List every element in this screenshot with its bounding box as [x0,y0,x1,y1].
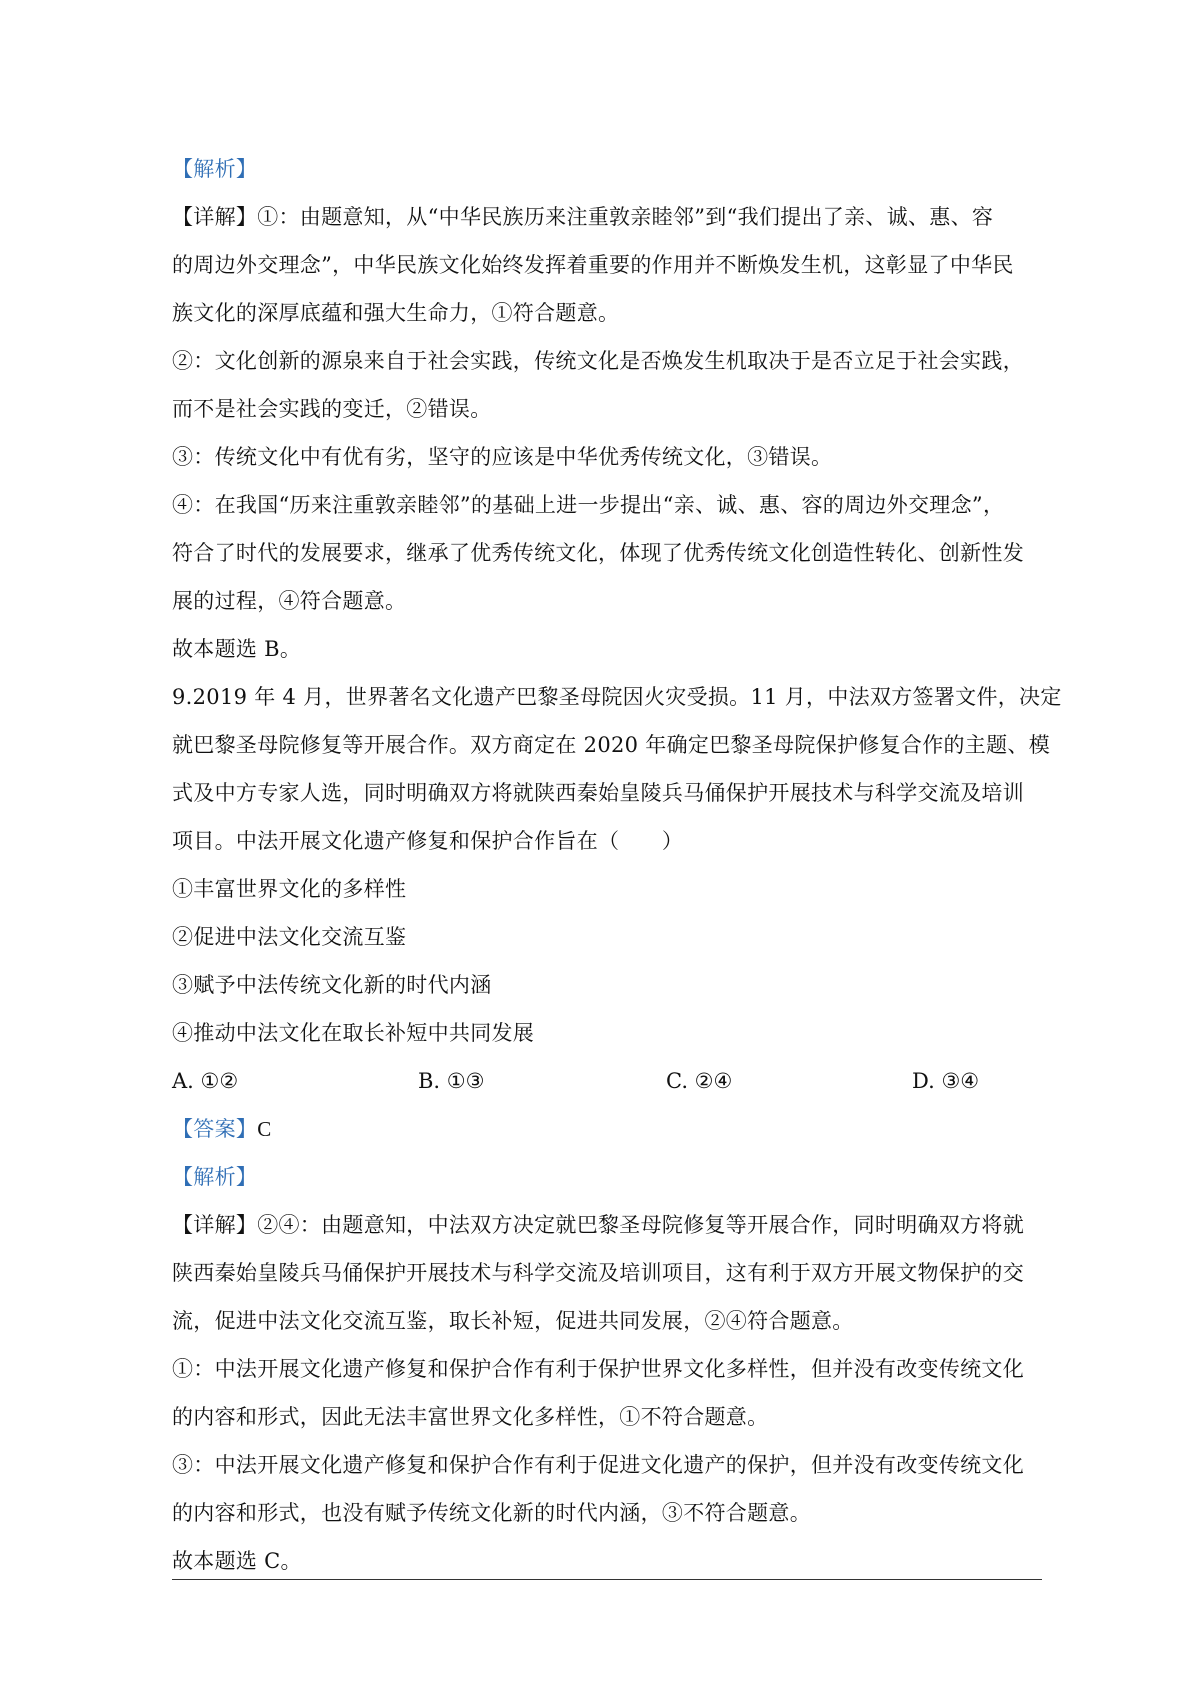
question-stem-line: 9.2019 年 4 月，世界著名文化遗产巴黎圣母院因火灾受损。11 月，中法双方签署文件，决定 [172,685,1062,709]
statement-item: ③赋予中法传统文化新的时代内涵 [172,973,492,997]
detail-paragraph-line: 的内容和形式，因此无法丰富世界文化多样性，①不符合题意。 [172,1405,769,1429]
conclusion-line: 故本题选 C。 [172,1549,302,1573]
detail-text: ①：由题意知，从“中华民族历来注重敦亲睦邻”到“我们提出了亲、诚、惠、容 [257,205,994,229]
footer-divider [172,1579,1042,1580]
detail-paragraph-line: ③：中法开展文化遗产修复和保护合作有利于促进文化遗产的保护，但并没有改变传统文化 [172,1453,1024,1477]
detail-paragraph-line: 族文化的深厚底蕴和强大生命力，①符合题意。 [172,301,620,325]
question-stem-line: 式及中方专家人选，同时明确双方将就陕西秦始皇陵兵马俑保护开展技术与科学交流及培训 [172,781,1024,805]
detail-paragraph-line [172,1210,1042,1240]
detail-paragraph-line: 的周边外交理念”，中华民族文化始终发挥着重要的作用并不断焕发生机，这彰显了中华民 [172,253,1014,277]
statement-item: ④推动中法文化在取长补短中共同发展 [172,1021,535,1045]
detail-tag: 【详解】 [172,1213,258,1237]
answer-tag: 【答案】 [172,1117,258,1141]
detail-text: ②④：由题意知，中法双方决定就巴黎圣母院修复等开展合作，同时明确双方将就 [257,1213,1024,1237]
option-c: C. ②④ [666,1069,733,1093]
detail-paragraph-line: 展的过程，④符合题意。 [172,589,407,613]
option-b: B. ①③ [418,1069,485,1093]
option-d: D. ③④ [912,1069,980,1093]
detail-paragraph-line: 的内容和形式，也没有赋予传统文化新的时代内涵，③不符合题意。 [172,1501,811,1525]
statement-item: ①丰富世界文化的多样性 [172,877,407,901]
statement-item: ②促进中法文化交流互鉴 [172,925,407,949]
detail-paragraph-line: ③：传统文化中有优有劣，坚守的应该是中华优秀传统文化，③错误。 [172,445,833,469]
detail-tag: 【详解】 [172,205,258,229]
answer-line [172,1114,1042,1144]
detail-paragraph-line: 而不是社会实践的变迁，②错误。 [172,397,492,421]
detail-paragraph-line: ②：文化创新的源泉来自于社会实践，传统文化是否焕发生机取决于是否立足于社会实践， [172,349,1024,373]
detail-paragraph-line [172,202,1042,232]
detail-paragraph-line: ①：中法开展文化遗产修复和保护合作有利于保护世界文化多样性，但并没有改变传统文化 [172,1357,1024,1381]
question-stem-line: 项目。中法开展文化遗产修复和保护合作旨在（ ） [172,829,684,853]
detail-paragraph-line: 流，促进中法文化交流互鉴，取长补短，促进共同发展，②④符合题意。 [172,1309,854,1333]
analysis-tag: 【解析】 [172,157,258,181]
option-a: A. ①② [172,1069,239,1093]
detail-paragraph-line: 陕西秦始皇陵兵马俑保护开展技术与科学交流及培训项目，这有利于双方开展文物保护的交 [172,1261,1024,1285]
answer-value: C [257,1117,272,1141]
question-stem-line: 就巴黎圣母院修复等开展合作。双方商定在 2020 年确定巴黎圣母院保护修复合作的主题、模 [172,733,1050,757]
conclusion-line: 故本题选 B。 [172,637,302,661]
detail-paragraph-line: ④：在我国“历来注重敦亲睦邻”的基础上进一步提出“亲、诚、惠、容的周边外交理念”， [172,493,1005,517]
detail-paragraph-line: 符合了时代的发展要求，继承了优秀传统文化，体现了优秀传统文化创造性转化、创新性发 [172,541,1024,565]
analysis-tag: 【解析】 [172,1165,258,1189]
